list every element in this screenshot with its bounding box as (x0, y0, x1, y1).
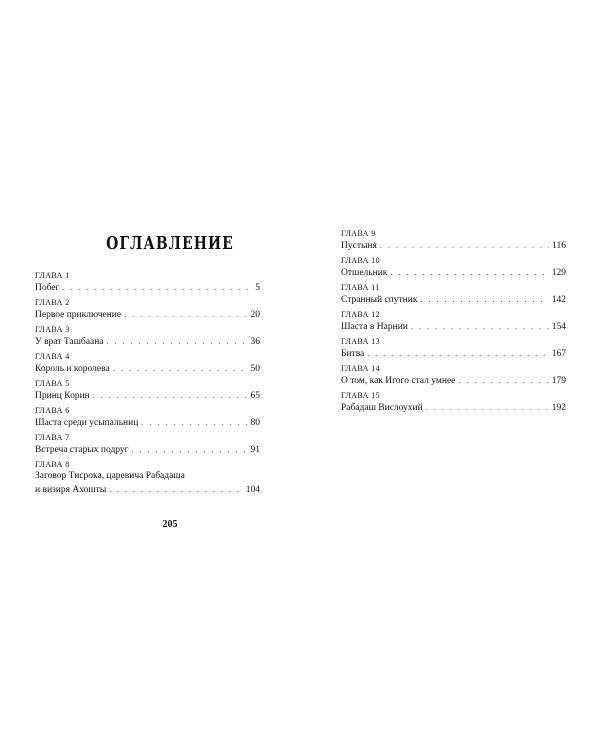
page-reference: 192 (551, 403, 566, 413)
toc-line (35, 443, 260, 456)
chapter-label: ГЛАВА 4 (35, 352, 70, 361)
page-reference: 129 (551, 268, 566, 278)
dot-leader (380, 239, 549, 252)
chapter-label: ГЛАВА 1 (35, 271, 70, 280)
toc-entry (35, 460, 260, 496)
page-reference: 20 (250, 310, 260, 320)
toc-entry (341, 310, 566, 333)
page-reference: 167 (551, 349, 566, 359)
toc-entry (35, 352, 260, 375)
chapter-title: Пустыня (341, 241, 377, 251)
page-reference: 36 (250, 337, 260, 347)
page-reference: 142 (551, 295, 566, 305)
chapter-title: Рабадаш Вислоухий (341, 403, 423, 413)
chapter-label: ГЛАВА 10 (341, 256, 381, 265)
page-reference: 50 (250, 364, 260, 374)
dot-leader (107, 335, 248, 348)
toc-heading: ОГЛАВЛЕНИЕ (106, 234, 234, 254)
toc-line (341, 401, 566, 414)
chapter-title: Первое приключение (35, 310, 122, 320)
dot-leader (141, 416, 247, 429)
chapter-label: ГЛАВА 11 (341, 283, 380, 292)
toc-line (35, 308, 260, 321)
toc-line (35, 281, 260, 294)
chapter-label: ГЛАВА 15 (341, 391, 381, 400)
dot-leader (420, 293, 548, 306)
page-reference: 65 (250, 391, 260, 401)
chapter-title: Странный спутник (341, 295, 418, 305)
chapter-title: Принц Корин (35, 391, 90, 401)
toc-line (341, 320, 566, 333)
page-reference: 154 (551, 322, 566, 332)
chapter-label: ГЛАВА 6 (35, 406, 70, 415)
chapter-title: Побег (35, 283, 60, 293)
chapter-title: Отшельник (341, 268, 388, 278)
toc-entry (35, 298, 260, 321)
dot-leader (124, 308, 247, 321)
chapter-title: Встреча старых подруг (35, 445, 129, 455)
page-reference: 116 (552, 241, 566, 251)
chapter-title: Шаста среди усыпальниц (35, 418, 139, 428)
toc-left-column (35, 271, 260, 500)
chapter-title: У врат Ташбаана (35, 337, 104, 347)
page-number: 205 (162, 519, 178, 530)
toc-entry (35, 325, 260, 348)
dot-leader (62, 281, 252, 294)
toc-line (35, 362, 260, 375)
dot-leader (113, 362, 248, 375)
toc-line (35, 483, 260, 496)
toc-entry (341, 256, 566, 279)
toc-entry (35, 271, 260, 294)
chapter-label: ГЛАВА 2 (35, 298, 70, 307)
chapter-title: Король и королева (35, 364, 110, 374)
toc-entry (35, 433, 260, 456)
toc-line (35, 389, 260, 402)
page-reference: 179 (551, 376, 566, 386)
chapter-label: ГЛАВА 8 (35, 460, 70, 469)
chapter-title-line1: Заговор Тисрока, царевича Рабадаша (35, 471, 185, 481)
toc-line (341, 293, 566, 306)
chapter-label: ГЛАВА 9 (341, 229, 376, 238)
page-reference: 91 (250, 445, 260, 455)
chapter-title: Шаста в Нарнии (341, 322, 408, 332)
dot-leader (367, 347, 548, 360)
toc-line (341, 374, 566, 387)
dot-leader (93, 389, 248, 402)
toc-line (35, 416, 260, 429)
chapter-label: ГЛАВА 5 (35, 379, 70, 388)
toc-entry (341, 229, 566, 252)
chapter-title-line2: и визиря Ахошты (35, 485, 107, 495)
toc-entry (341, 364, 566, 387)
toc-line (35, 335, 260, 348)
toc-entry (341, 283, 566, 306)
toc-line (341, 266, 566, 279)
dot-leader (109, 483, 243, 496)
chapter-label: ГЛАВА 14 (341, 364, 381, 373)
dot-leader (390, 266, 548, 279)
toc-line (341, 347, 566, 360)
chapter-label: ГЛАВА 12 (341, 310, 381, 319)
chapter-label: ГЛАВА 7 (35, 433, 70, 442)
chapter-title: Битва (341, 349, 365, 359)
dot-leader (426, 401, 549, 414)
toc-entry (35, 406, 260, 429)
chapter-label: ГЛАВА 3 (35, 325, 70, 334)
chapter-label: ГЛАВА 13 (341, 337, 381, 346)
dot-leader (458, 374, 548, 387)
dot-leader (411, 320, 549, 333)
page-reference: 104 (245, 485, 260, 495)
toc-right-column (341, 229, 566, 418)
dot-leader (132, 443, 248, 456)
toc-line (341, 239, 566, 252)
toc-entry (35, 379, 260, 402)
page-reference: 5 (255, 283, 260, 293)
toc-entry (341, 337, 566, 360)
toc-entry (341, 391, 566, 414)
page-reference: 80 (250, 418, 260, 428)
chapter-title: О том, как Игого стал умнее (341, 376, 456, 386)
